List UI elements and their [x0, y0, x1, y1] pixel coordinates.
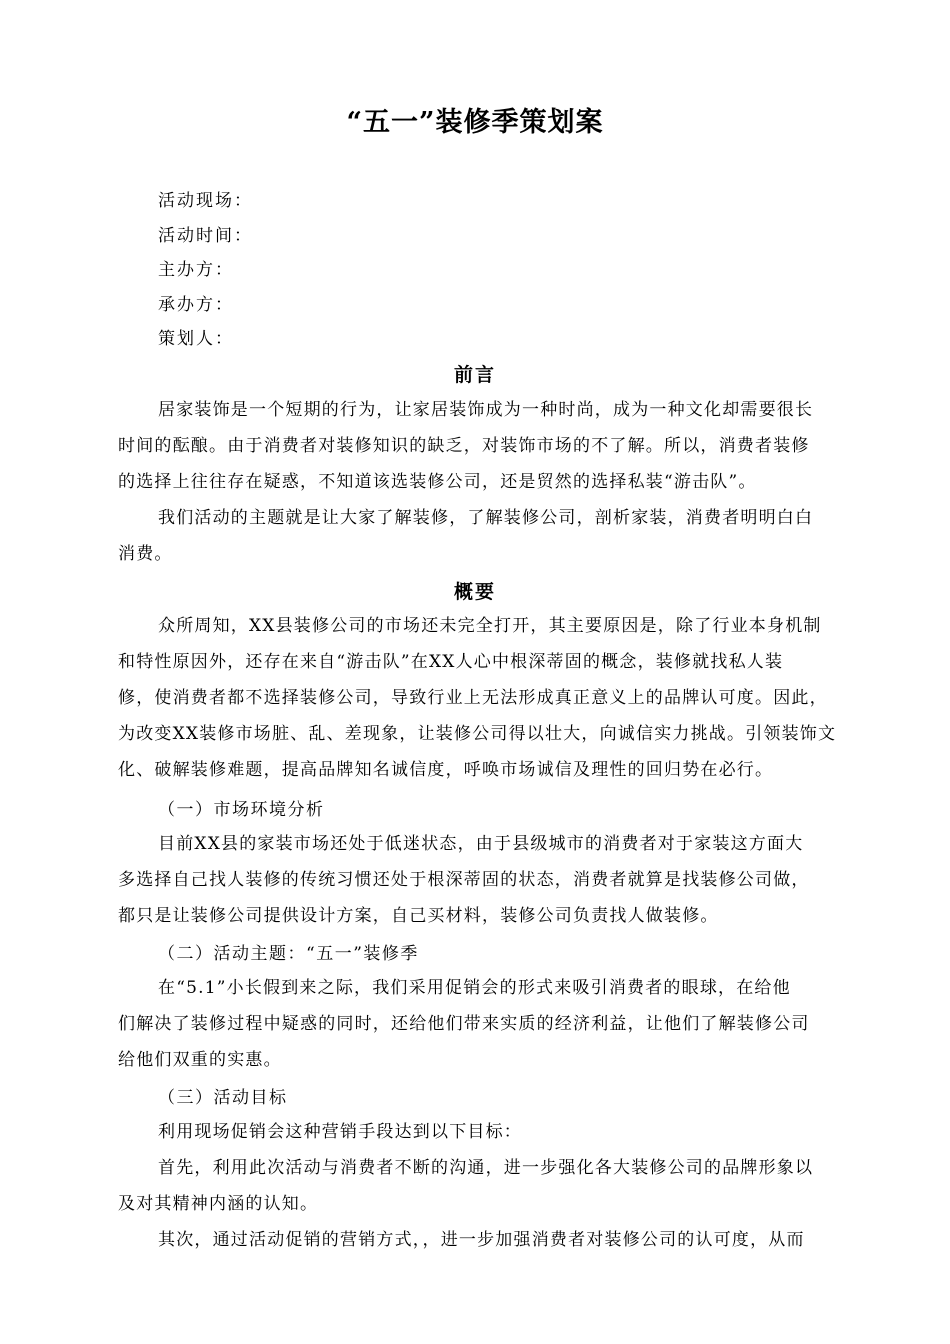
- text-line: 为改变XX装修市场脏、乱、差现象，让装修公司得以壮大，向诚信实力挑战。引领装饰文: [118, 724, 837, 744]
- text-line: 居家装饰是一个短期的行为，让家居装饰成为一种时尚，成为一种文化却需要很长: [158, 400, 814, 420]
- summary-heading: 概要: [453, 581, 496, 603]
- subsection-theme: （二）活动主题：“五一”装修季: [158, 944, 419, 964]
- text-line: 目前XX县的家装市场还处于低迷状态，由于县级城市的消费者对于家装这方面大: [158, 834, 804, 854]
- subsection-goals: （三）活动目标: [158, 1088, 288, 1108]
- meta-block: [158, 186, 858, 359]
- meta-venue: 活动现场：: [158, 191, 253, 211]
- text-line: 众所周知，XX县装修公司的市场还未完全打开，其主要原因是，除了行业本身机制: [158, 616, 822, 636]
- text-line: 及对其精神内涵的认知。: [118, 1194, 319, 1214]
- text-line: 都只是让装修公司提供设计方案，自己买材料，装修公司负责找人做装修。: [118, 906, 719, 926]
- summary-paragraph-5: [118, 1150, 838, 1222]
- summary-paragraph-6: [118, 1222, 838, 1258]
- document-title: “五一”装修季策划案: [346, 107, 604, 138]
- preface-heading: 前言: [453, 364, 496, 386]
- summary-paragraph-1: [118, 608, 838, 788]
- preface-paragraph-2: [118, 500, 838, 572]
- meta-time: 活动时间：: [158, 225, 253, 246]
- text-line: 们解决了装修过程中疑惑的同时，还给他们带来实质的经济利益，让他们了解装修公司: [118, 1014, 810, 1034]
- text-line: 其次，通过活动促销的营销方式，，进一步加强消费者对装修公司的认可度，从而: [158, 1230, 805, 1250]
- text-line: 利用现场促销会这种营销手段达到以下目标：: [158, 1122, 522, 1142]
- text-line: 我们活动的主题就是让大家了解装修，了解装修公司，剖析家装，消费者明明白白: [158, 508, 814, 528]
- text-line: 和特性原因外，还存在来自“游击队”在XX人心中根深蒂固的概念，装修就找私人装: [118, 652, 784, 672]
- meta-planner: 策划人：: [158, 329, 234, 349]
- text-line: 给他们双重的实惠。: [118, 1050, 282, 1070]
- meta-host: 主办方：: [158, 260, 234, 280]
- text-line: 的选择上往往存在疑惑，不知道该选装修公司，还是贸然的选择私装“游击队”。: [118, 472, 757, 492]
- summary-paragraph-2: [118, 826, 838, 934]
- text-line: 首先，利用此次活动与消费者不断的沟通，进一步强化各大装修公司的品牌形象以: [158, 1158, 814, 1178]
- text-line: 化、破解装修难题，提高品牌知名诚信度，呼唤市场诚信及理性的回归势在必行。: [118, 760, 774, 780]
- text-line: 时间的酝酿。由于消费者对装修知识的缺乏，对装饰市场的不了解。所以，消费者装修: [118, 436, 810, 456]
- text-line: 修，使消费者都不选择装修公司，导致行业上无法形成真正意义上的品牌认可度。因此，: [118, 688, 828, 708]
- subsection-market-analysis: （一）市场环境分析: [158, 800, 325, 820]
- summary-paragraph-3: [118, 970, 838, 1078]
- preface-paragraph-1: [118, 392, 838, 500]
- text-line: 消费。: [118, 544, 173, 564]
- text-line: 多选择自己找人装修的传统习惯还处于根深蒂固的状态，消费者就算是找装修公司做，: [118, 870, 810, 890]
- text-line: 在“5.1”小长假到来之际，我们采用促销会的形式来吸引消费者的眼球，在给他: [158, 978, 791, 998]
- meta-organizer: 承办方：: [158, 294, 234, 315]
- summary-paragraph-4: [118, 1114, 838, 1150]
